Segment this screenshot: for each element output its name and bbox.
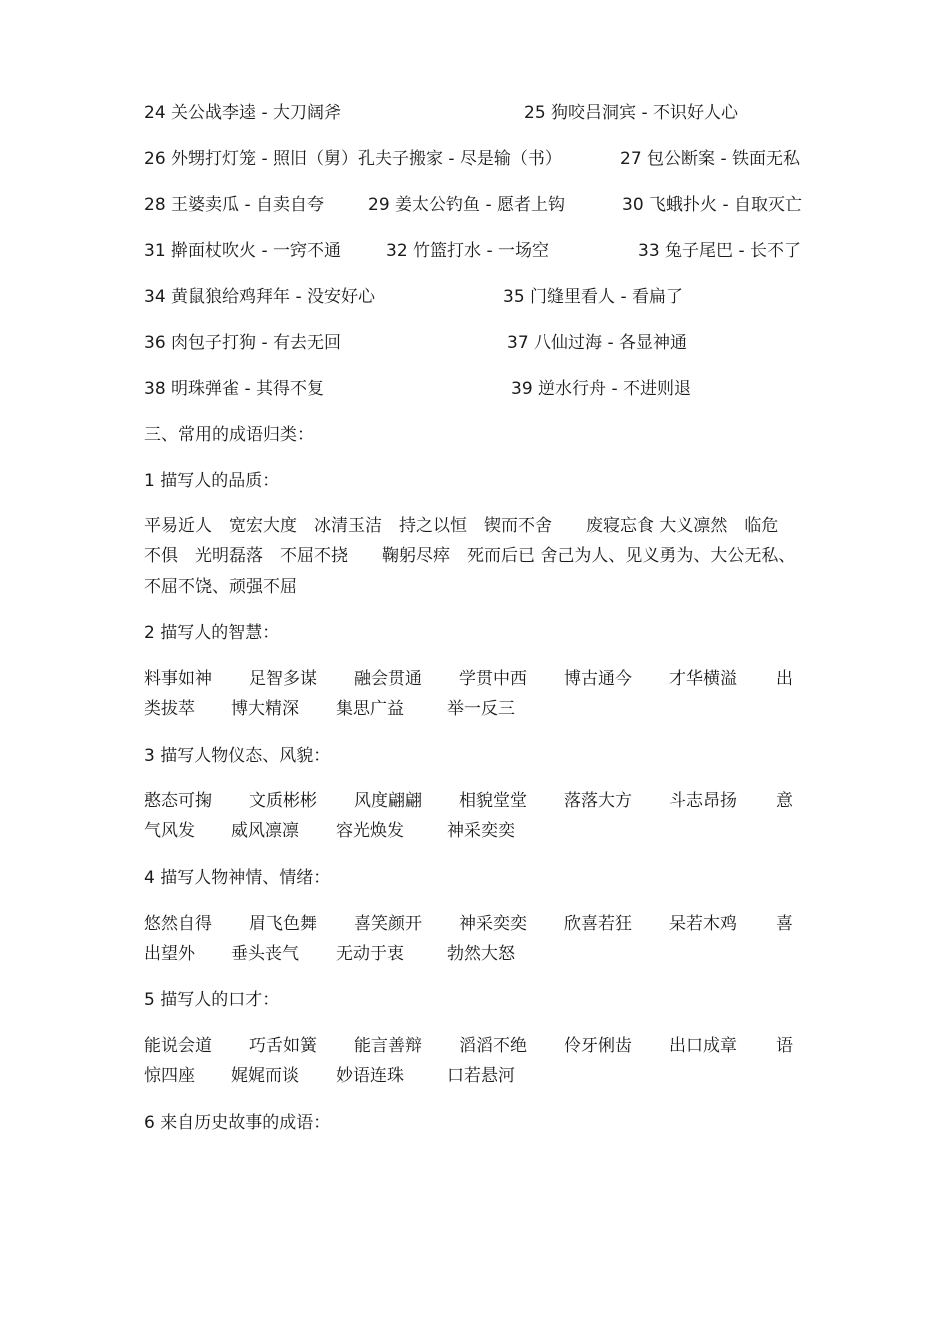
category-title: 1 描写人的品质： xyxy=(144,471,280,491)
idiom-line: 平易近人 宽宏大度 冰清玉洁 持之以恒 锲而不舍 废寝忘食 大义凛然 临危 xyxy=(144,516,779,536)
idiom: 喜 xyxy=(776,914,793,934)
xiehouyu-item: 29 姜太公钓鱼 - 愿者上钩 xyxy=(368,195,565,215)
idiom: 类拔萃 xyxy=(144,699,195,719)
xiehouyu-item: 25 狗咬吕洞宾 - 不识好人心 xyxy=(524,103,738,123)
idiom: 垂头丧气 xyxy=(231,944,299,964)
idiom: 能说会道 xyxy=(144,1036,212,1056)
idiom: 惊四座 xyxy=(144,1066,195,1086)
idiom: 博古通今 xyxy=(564,669,632,689)
xiehouyu-item: 35 门缝里看人 - 看扁了 xyxy=(503,287,683,307)
idiom: 勃然大怒 xyxy=(447,944,515,964)
xiehouyu-item: 36 肉包子打狗 - 有去无回 xyxy=(144,333,341,353)
idiom: 眉飞色舞 xyxy=(249,914,317,934)
category-title: 4 描写人物神情、情绪： xyxy=(144,868,331,888)
xiehouyu-item: 32 竹篮打水 - 一场空 xyxy=(386,241,549,261)
category-title: 6 来自历史故事的成语： xyxy=(144,1113,331,1133)
xiehouyu-item: 34 黄鼠狼给鸡拜年 - 没安好心 xyxy=(144,287,375,307)
idiom: 举一反三 xyxy=(447,699,515,719)
idiom: 口若悬河 xyxy=(447,1066,515,1086)
idiom-line: 不屈不饶、顽强不屈 xyxy=(144,577,297,597)
category-title: 5 描写人的口才： xyxy=(144,990,280,1010)
xiehouyu-item: 37 八仙过海 - 各显神通 xyxy=(507,333,687,353)
idiom: 学贯中西 xyxy=(459,669,527,689)
idiom: 意 xyxy=(776,791,793,811)
idiom: 料事如神 xyxy=(144,669,212,689)
idiom: 憨态可掬 xyxy=(144,791,212,811)
idiom: 集思广益 xyxy=(336,699,404,719)
idiom: 相貌堂堂 xyxy=(459,791,527,811)
idiom: 容光焕发 xyxy=(336,821,404,841)
idiom: 出口成章 xyxy=(669,1036,737,1056)
category-title: 3 描写人物仪态、风貌： xyxy=(144,746,331,766)
xiehouyu-item: 27 包公断案 - 铁面无私 xyxy=(620,149,800,169)
idiom: 娓娓而谈 xyxy=(231,1066,299,1086)
idiom: 巧舌如簧 xyxy=(249,1036,317,1056)
xiehouyu-item: 39 逆水行舟 - 不进则退 xyxy=(511,379,691,399)
idiom: 滔滔不绝 xyxy=(459,1036,527,1056)
idiom: 斗志昂扬 xyxy=(669,791,737,811)
idiom: 才华横溢 xyxy=(669,669,737,689)
xiehouyu-item: 31 擀面杖吹火 - 一窍不通 xyxy=(144,241,341,261)
idiom: 出望外 xyxy=(144,944,195,964)
idiom-line: 不俱 光明磊落 不屈不挠 鞠躬尽瘁 死而后已 舍己为人、见义勇为、大公无私、 xyxy=(144,546,796,566)
xiehouyu-item: 33 兔子尾巴 - 长不了 xyxy=(638,241,801,261)
section-heading: 三、常用的成语归类： xyxy=(144,425,314,445)
idiom: 出 xyxy=(776,669,793,689)
idiom: 文质彬彬 xyxy=(249,791,317,811)
idiom: 风度翩翩 xyxy=(354,791,422,811)
idiom: 妙语连珠 xyxy=(336,1066,404,1086)
idiom: 伶牙俐齿 xyxy=(564,1036,632,1056)
idiom: 威风凛凛 xyxy=(231,821,299,841)
idiom: 神采奕奕 xyxy=(447,821,515,841)
idiom: 气风发 xyxy=(144,821,195,841)
idiom: 落落大方 xyxy=(564,791,632,811)
idiom: 足智多谋 xyxy=(249,669,317,689)
xiehouyu-item: 26 外甥打灯笼 - 照旧（舅）孔夫子搬家 - 尽是输（书） xyxy=(144,149,562,169)
idiom: 能言善辩 xyxy=(354,1036,422,1056)
idiom: 语 xyxy=(776,1036,793,1056)
category-title: 2 描写人的智慧： xyxy=(144,623,280,643)
xiehouyu-item: 28 王婆卖瓜 - 自卖自夸 xyxy=(144,195,324,215)
idiom: 博大精深 xyxy=(231,699,299,719)
xiehouyu-item: 24 关公战李逵 - 大刀阔斧 xyxy=(144,103,341,123)
idiom: 融会贯通 xyxy=(354,669,422,689)
xiehouyu-item: 30 飞蛾扑火 - 自取灭亡 xyxy=(622,195,802,215)
idiom: 神采奕奕 xyxy=(459,914,527,934)
idiom: 欣喜若狂 xyxy=(564,914,632,934)
idiom: 无动于衷 xyxy=(336,944,404,964)
idiom: 呆若木鸡 xyxy=(669,914,737,934)
xiehouyu-item: 38 明珠弹雀 - 其得不复 xyxy=(144,379,324,399)
idiom: 悠然自得 xyxy=(144,914,212,934)
idiom: 喜笑颜开 xyxy=(354,914,422,934)
